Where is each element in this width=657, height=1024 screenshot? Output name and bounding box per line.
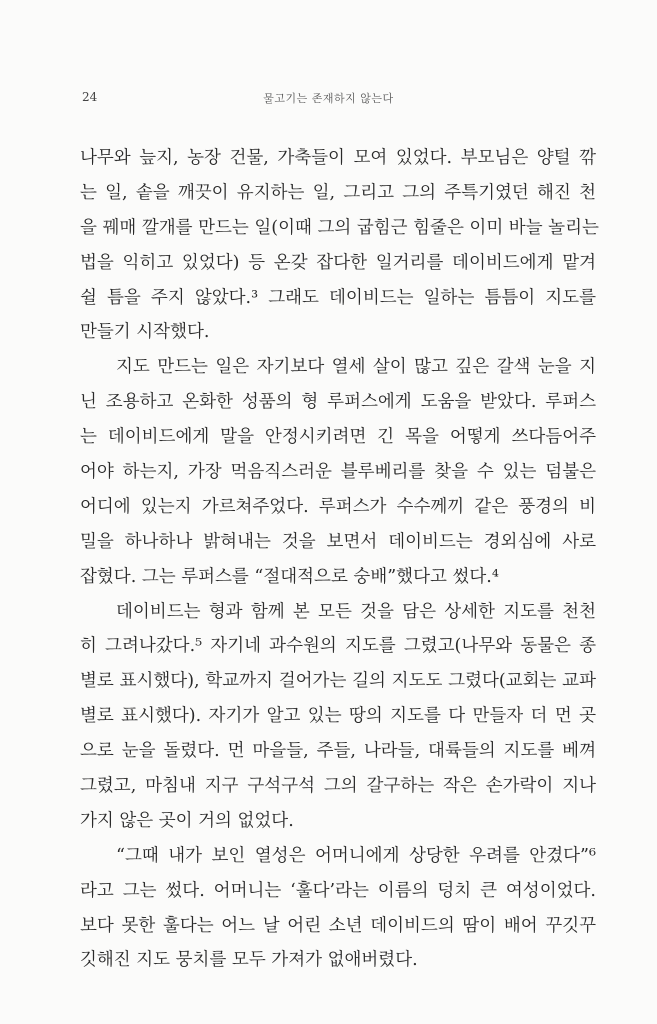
text-line: 을 꿰매 깔개를 만드는 일(이때 그의 굽힘근 힘줄은 이미 바늘 놀리는 [80,217,599,238]
page-number: 24 [82,90,98,104]
text-line: 어야 하는지, 가장 먹음직스러운 블루베리를 찾을 수 있는 덤불은 [80,462,596,483]
text-line: 밀을 하나하나 밝혀내는 것을 보면서 데이비드는 경외심에 사로 [80,531,596,552]
text-line: 닌 조용하고 온화한 성품의 형 루퍼스에게 도움을 받았다. 루퍼스 [80,392,596,413]
text-line: 쉴 틈을 주지 않았다.³ 그래도 데이비드는 일하는 틈틈이 지도를 [80,287,596,308]
text-line: 으로 눈을 돌렸다. 먼 마을들, 주들, 나라들, 대륙들의 지도를 베껴 [80,741,596,762]
body-text [80,141,599,978]
text-line: 데이비드는 형과 함께 본 모든 것을 담은 상세한 지도를 천천 [116,601,596,622]
text-line: 지도 만드는 일은 자기보다 열세 살이 많고 깊은 갈색 눈을 지 [116,357,596,378]
text-line: 보다 못한 훌다는 어느 날 어린 소년 데이비드의 땀이 배어 꾸깃꾸 [80,915,596,936]
text-line: 별로 표시했다), 학교까지 걸어가는 길의 지도도 그렸다(교회는 교파 [80,671,596,692]
text-line: 만들기 시작했다. [80,322,210,343]
text-line: 그렸고, 마침내 지구 구석구석 그의 갈구하는 작은 손가락이 지나 [80,776,596,797]
text-line: 나무와 늪지, 농장 건물, 가축들이 모여 있었다. 부모님은 양털 깎 [80,148,596,168]
text-line: 가지 않은 곳이 거의 없었다. [80,810,294,831]
text-line: 깃해진 지도 뭉치를 모두 가져가 없애버렸다. [80,950,418,971]
running-title: 물고기는 존재하지 않는다 [263,92,394,105]
text-line: 는 데이비드에게 말을 안정시키려면 긴 목을 어떻게 쓰다듬어주 [80,427,596,448]
text-line: “그때 내가 보인 열성은 어머니에게 상당한 우려를 안겼다”⁶ [116,845,596,866]
text-line: 잡혔다. 그는 루퍼스를 “절대적으로 숭배”했다고 썼다.⁴ [80,566,499,587]
text-line: 라고 그는 썼다. 어머니는 ‘훌다’라는 이름의 덩치 큰 여성이었다. [80,880,596,901]
text-line: 어디에 있는지 가르쳐주었다. 루퍼스가 수수께끼 같은 풍경의 비 [80,496,596,517]
text-line: 별로 표시했다). 자기가 알고 있는 땅의 지도를 다 만들자 더 먼 곳 [80,706,596,727]
text-line: 는 일, 솥을 깨끗이 유지하는 일, 그리고 그의 주특기였던 해진 천 [80,182,596,203]
text-line: 법을 익히고 있었다) 등 온갖 잡다한 일거리를 데이비드에게 맡겨 [80,252,596,273]
text-line: 히 그려나갔다.⁵ 자기네 과수원의 지도를 그렸고(나무와 동물은 종 [80,636,596,657]
